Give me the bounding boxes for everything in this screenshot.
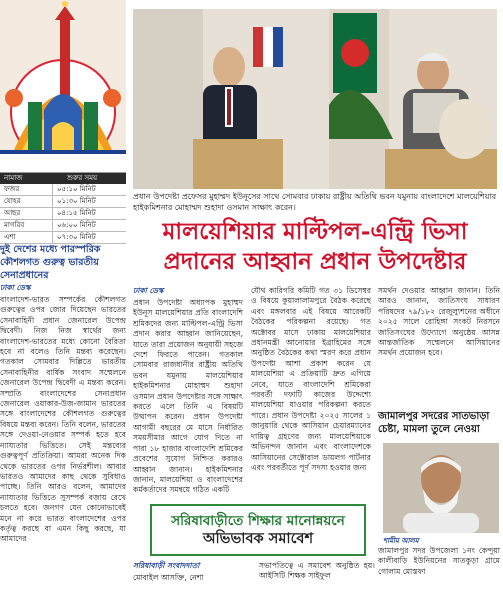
sarishabari-text-a: মোবাইল আসক্তি, নেশা <box>133 573 204 582</box>
prayer-name: মাগরিব <box>0 220 53 231</box>
sarishabari-headline-box <box>150 504 366 556</box>
main-headline <box>133 217 497 277</box>
prayer-header-name: নামাজ <box>4 174 23 182</box>
left-story-dateline: ঢাকা ডেস্ক <box>0 283 31 292</box>
main-story-col3 <box>378 286 500 359</box>
portrait-photo <box>383 443 499 533</box>
jamalpur-headline: জামালপুর সদরের সাতভাড়া চেষ্টা, মামলা তুলে নেওয়া <box>378 411 490 435</box>
sarishabari-headline-line1: সরিষাবাড়ীতে শিক্ষার মানোন্নয়নে <box>171 513 345 529</box>
main-story-text-2: যৌথ কারিগরি কমিটি গত ৩১ ডিসেম্বর ও বিষয়ে কুয়ালালামপুরে বৈঠক করেছে এবং মঙ্গলবার এই বিষয়ে আরেকটি বৈঠকের পরিকল্পনা রয়েছে। গত অক্টোবর মাসে ঢাকায় মালয়েশিয়ার প্রধানমন্ত্রী আনোয়ার ইব্রাহিমের সঙ্গে অনুষ্ঠিত বৈঠকের কথা স্মরণ করে প্রধান উপদেষ্টা আশা প্রকাশ করেন যে মালয়েশিয়া এ প্রক্রিয়াটি দ্রুত এগিয়ে নেবে, যাতে বাংলাদেশি শ্রমিকেরা পরবর্তী দফাটি কাজের উদ্দেশ্যে মালয়েশিয়া যাওয়ার পরিকল্পনা করতে পারে। প্রধান উপদেষ্টা ২০২৫ সালের ১ জানুয়ারি থেকে আসিয়ান চেয়ারম্যানের দায়িত্ব গ্রহণের জন্য মালয়েশিয়াকে অভিনন্দন জানান এবং বাংলাদেশকে আসিয়ানের সেক্টোরাল ডায়লগ পার্টনার এবং পরবর্তীতে পূর্ণ সদস্য হওয়ার জন্য <box>251 286 371 472</box>
sarishabari-text-b: সভাপতিত্বে এ সমাবেশ অনুষ্ঠিত হয়। আইসিটি শিক্ষক সাইফুল <box>259 561 375 581</box>
portrait-icon <box>383 443 499 533</box>
mosque-logo-icon <box>0 0 126 172</box>
prayer-row <box>0 184 126 196</box>
main-story-col1 <box>133 286 243 496</box>
prayer-row <box>0 196 126 208</box>
main-headline-line2: প্রদানের আহ্বান প্রধান উপদেষ্টার <box>163 248 467 275</box>
prayer-time: ০১:৩০ মিনিট <box>57 197 96 205</box>
prayer-time-table <box>0 172 126 244</box>
jamalpur-body: জামালপুর সদর উপজেলা ১নং কেন্দুয়া কালীবাড়ি ইউনিয়নের সাতকুড়া গ্রামে গোলাম মোস্তফা <box>378 546 500 576</box>
photo-caption: প্রধান উপদেষ্টা প্রফেসর মুহাম্মদ ইউনূসের সাথে সোমবার ঢাকায় রাষ্ট্রীয় অতিথি ভবন যমুনায় বাংলাদেশে মালয়েশিয়ার হাইকমিশনার মোহাম্মদ শুহাদা ওসমান সাক্ষাৎ করেন। <box>133 192 497 212</box>
prayer-row <box>0 220 126 232</box>
prayer-time: ০৬:০০ মিনিট <box>57 221 96 229</box>
prayer-name: ফজর <box>0 184 53 195</box>
sarishabari-headline-line2: অভিভাবক সমাবেশ <box>202 530 314 547</box>
prayer-row <box>0 208 126 220</box>
portrait-caption: শামীম আলম <box>383 537 419 545</box>
main-story-text-1: প্রধান উপদেষ্টা অধ্যাপক মুহাম্মদ ইউনূস মালয়েশিয়ার প্রতি বাংলাদেশি শ্রমিকদের জন্য মাল্টিপল-এন্ট্রি ভিসা প্রদান করার আহ্বান জানিয়েছেন, যাতে তারা প্রয়োজন অনুযায়ী সহজে দেশে ফিরতে পারেন। গতকাল সোমবার রাজধানীর রাষ্ট্রীয় অতিথি ভবন যমুনায় মালয়েশিয়ার হাইকমিশনার মোহাম্মদ শুহাদা ওসমান প্রধান উপদেষ্টার সঙ্গে সাক্ষাৎ করতে এলে তিনি এ বিষয়টি উত্থাপন করেন। প্রধান উপদেষ্টা আগামী বছরের মে মাসে নির্ধারিত সময়সীমার আগে যোগ দিতে না পারা ১৮ হাজার বাংলাদেশি শ্রমিকের প্রবেশের সুযোগ নিশ্চিত করারও আহ্বান জানান। হাইকমিশনার জানান, মালয়েশিয়া ও বাংলাদেশের কর্মকর্তাদের সমন্বয়ে গঠিত একটি <box>133 298 243 495</box>
left-story-headline: দুই দেশের মধ্যে পারস্পরিক কৌশলগত গুরুত্ব ভারতীয় সেনাপ্রধানের <box>0 244 101 281</box>
main-story-dateline: ঢাকা ডেস্ক <box>133 286 164 295</box>
sarishabari-story <box>133 561 375 583</box>
prayer-header-time: শুরুর সময় <box>67 174 98 182</box>
prayer-time: ০৭:৩০ মিনিট <box>57 233 96 241</box>
meeting-photo <box>133 9 497 189</box>
left-story-body: বাংলাদেশ-ভারত সম্পর্কের কৌশলগত গুরুত্বের ওপর জোর দিয়েছেন ভারতের সেনাবাহিনী প্রধান জেনারেল উপেন্দ্র দ্বিবেদী। নিজ নিজ স্বার্থের জন্য বাংলাদেশ-ভারতের মধ্যে কোনো বৈরিতা হবে না বলেও তিনি মন্তব্য করেছেন। গতকাল সোমবার দিল্লিতে ভারতীয় সেনাবাহিনীর বার্ষিক সংবাদ সম্মেলনে জেনারেল উপেন্দ্র দ্বিবেদী এ মন্তব্য করেন। সম্প্রতি বাংলাদেশের সেনাপ্রধান জেনারেল ওয়াকার-উজ-জামান ভারতের সঙ্গে বাংলাদেশের কৌশলগত গুরুত্বের বিষয়ে মন্তব্য করেন। তিনি বলেন, ভারতের সঙ্গে দেওয়া-নেওয়ার সম্পর্ক হতে হবে ন্যায্যতার ভিত্তিতে। সেই মন্তব্যের গুরুত্বপূর্ণ প্রতিক্রিয়া। আমরা অনেক দিক থেকে ভারতের ওপর নির্ভরশীল। আবার ভারতও আমাদের কাছ থেকে সুবিধাও পাচ্ছে। তিনি আরও বলেন, আমাদের ন্যায্যতার ভিত্তিতে সুসম্পর্ক বজায় রেখে চলতে হবে। জনগণ যেন কোনোভাবেই মনে না করে ভারত বাংলাদেশের ওপর কর্তৃত্ব করছে বা এমন কিছু করছে, যা আমাদের <box>0 295 126 544</box>
prayer-name: আছর <box>0 208 53 219</box>
prayer-table-header <box>0 173 126 184</box>
main-story-text-3: সমর্থন দেওয়ার আহ্বান জানান। তিনি আরও জানান, জাতিসংঘ সাধারণ পরিষদের ৭৯/১৮২ রেজুল্যুশনের অধীনে ২০২৫ সালে রোহিঙ্গা সংকট নিরসনে জাতিসংঘের উদ্যোগে অনুষ্ঠেয় আসন্ন আন্তর্জাতিক সম্মেলনে আসিয়ানের সমর্থন প্রয়োজন হবে। <box>378 286 500 358</box>
main-headline-line1: মালয়েশিয়ার মাল্টিপল-এন্ট্রি ভিসা <box>162 218 468 245</box>
prayer-name: এশা <box>0 232 53 243</box>
prayer-time: ০৫:১০ মিনিট <box>57 185 96 193</box>
left-story-body-wrap <box>0 283 126 545</box>
masthead-logo <box>0 0 126 172</box>
sarishabari-col-a <box>133 561 251 583</box>
meeting-photo-icon <box>133 9 497 189</box>
main-story-col2 <box>251 286 371 473</box>
prayer-name: যোহর <box>0 196 53 207</box>
prayer-time: ০৪:১৫ মিনিট <box>57 209 96 217</box>
sarishabari-dateline: সরিষাবাড়ী সংবাদদাতা <box>133 561 200 570</box>
